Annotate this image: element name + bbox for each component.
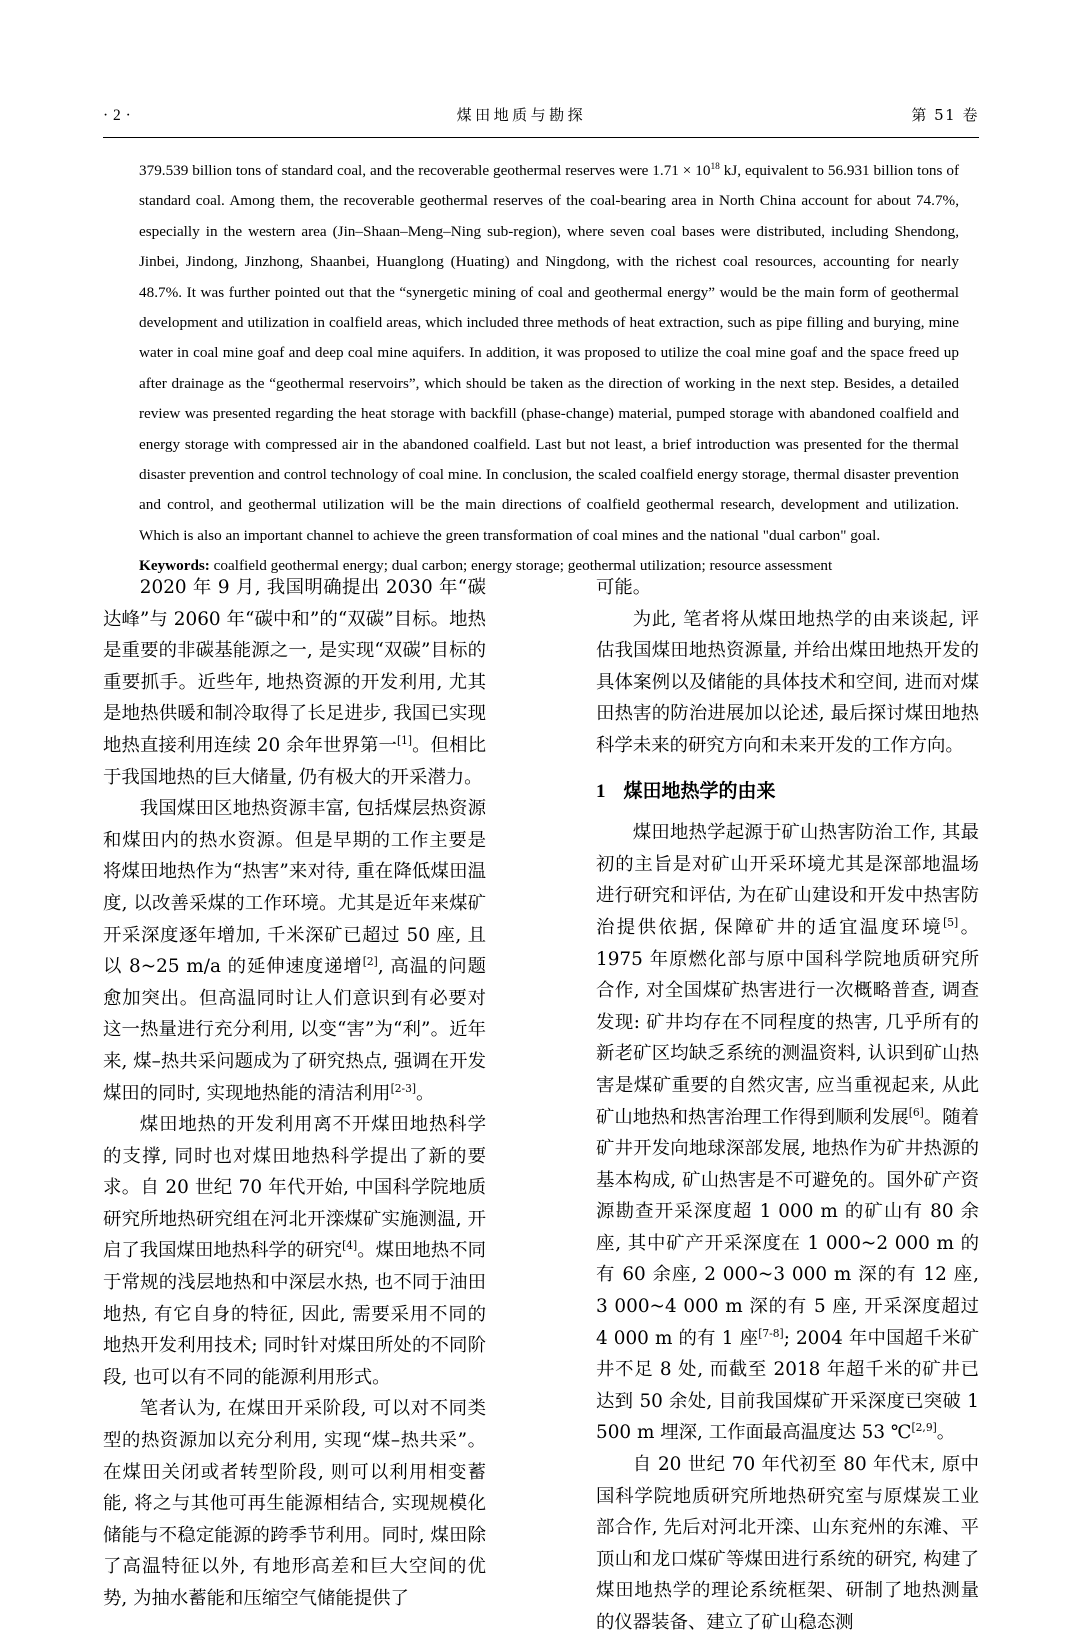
left-paragraph-4: 笔者认为, 在煤田开采阶段, 可以对不同类型的热资源加以充分利用, 实现“煤–热共采”。在煤田关闭或者转型阶段, 则可以利用相变蓄能, 将之与其他可再生能源相结合, 实现规模化储能与不稳定能源的跨季节利用。同时, 煤田除了高温特征以外, 有地形高差和巨大空间的优势, 为抽水蓄能和压缩空气储能提供了 bbox=[103, 1398, 486, 1609]
body-columns bbox=[103, 572, 979, 1633]
section-title: 煤田地热学的由来 bbox=[623, 779, 776, 802]
right-column bbox=[596, 572, 979, 1633]
section-heading-1 bbox=[596, 776, 979, 808]
right-paragraph-continuation: 可能。 bbox=[596, 577, 652, 598]
section-number: 1 bbox=[596, 780, 606, 802]
reference-marker: [2-3] bbox=[390, 1081, 417, 1095]
reference-marker: [1] bbox=[396, 733, 413, 747]
left-column bbox=[103, 572, 486, 1609]
keywords-label: Keywords: bbox=[139, 557, 210, 575]
reference-marker: [2,9] bbox=[911, 1421, 937, 1435]
reference-marker: [6] bbox=[908, 1105, 924, 1119]
left-paragraph-3 bbox=[103, 1109, 486, 1393]
left-p3-text-b: 。煤田地热不同于常规的浅层地热和中深层水热, 也不同于油田地热, 有它自身的特征, 因此, 需要采用不同的地热开发利用技术; 同时针对煤田所处的不同阶段, 也可以有不同的能源利用形式。 bbox=[103, 1240, 486, 1388]
reference-marker: [2] bbox=[362, 955, 378, 968]
abstract-text-part-1: 379.539 billion tons of standard coal, and the recoverable geothermal reserves were 1.71 × 10 bbox=[139, 162, 711, 179]
right-p2-text-d: ; 2004 年中国超千米矿井不足 8 处, 而截至 2018 年超千米的矿井已达到 50 余处, 目前我国煤矿开采深度已突破 1 500 m 埋深, 工作面最高温度达 53 ℃ bbox=[596, 1327, 979, 1444]
english-abstract bbox=[139, 156, 959, 582]
running-header bbox=[103, 104, 979, 125]
left-p2-text-c: 。 bbox=[416, 1082, 435, 1104]
right-paragraph-3: 自 20 世纪 70 年代初至 80 年代末, 原中国科学院地质研究所地热研究室与原煤炭工业部合作, 先后对河北开滦、山东兖州的东滩、平顶山和龙口煤矿等煤田进行系统的研究, 构建了煤田地热学的理论系统框架、研制了地热测量的仪器装备、建立了矿山稳态测 bbox=[596, 1454, 979, 1633]
abstract-exponent: 18 bbox=[710, 161, 720, 172]
reference-marker: [4] bbox=[342, 1239, 358, 1253]
right-p2-text-a: 煤田地热学起源于矿山热害防治工作, 其最初的主旨是对矿山开采环境尤其是深部地温场进行研究和评估, 为在矿山建设和开发中热害防治提供依据, 保障矿井的适宜温度环境 bbox=[596, 822, 979, 938]
right-paragraph-2 bbox=[596, 817, 979, 1449]
abstract-paragraph bbox=[139, 156, 959, 551]
journal-title: 煤田地质与勘探 bbox=[456, 106, 587, 124]
volume-label: 第 51 卷 bbox=[911, 106, 979, 124]
left-p3-text-a: 煤田地热的开发利用离不开煤田地热科学的支撑, 同时也对煤田地热科学提出了新的要求。自 20 世纪 70 年代开始, 中国科学院地质研究所地热研究组在河北开滦煤矿实施测温, 开启了我国煤田地热科学的研究 bbox=[103, 1114, 486, 1262]
left-paragraph-2 bbox=[103, 793, 486, 1109]
reference-marker: [7-8] bbox=[758, 1326, 784, 1340]
header-divider bbox=[103, 137, 979, 138]
right-p2-text-b: 。1975 年原燃化部与原中国科学院地质研究所合作, 对全国煤矿热害进行一次概略普查, 调查发现: 矿井均存在不同程度的热害, 几乎所有的新老矿区均缺乏系统的测温资料, 认识到矿山热害是煤矿重要的自然灾害, 应当重视起来, 从此矿山地热和热害治理工作得到顺利发展 bbox=[596, 916, 979, 1128]
right-p2-text-e: 。 bbox=[936, 1422, 956, 1444]
left-paragraph-1 bbox=[103, 572, 486, 793]
left-p1-text-a: 2020 年 9 月, 我国明确提出 2030 年“碳达峰”与 2060 年“碳中和”的“双碳”目标。地热是重要的非碳基能源之一, 是实现“双碳”目标的重要抓手。近些年, 地热资源的开发利用, 尤其是地热供暖和制冷取得了长足进步, 我国已实现地热直接利用连续 20 余年世界第一 bbox=[103, 577, 486, 756]
keywords-value: coalfield geothermal energy; dual carbon; energy storage; geothermal utilization; resource assessment bbox=[209, 557, 833, 575]
left-p1-text-b: 。但相比于我国地热的巨大储量, 仍有极大的开采潜力。 bbox=[103, 734, 486, 788]
reference-marker: [5] bbox=[943, 915, 959, 929]
page-number: · 2 · bbox=[103, 107, 132, 124]
abstract-text-part-2: kJ, equivalent to 56.931 billion tons of standard coal. Among them, the recoverable geothermal reserves of the coal-bearing area in North China account for about 74.7%, especially in the western area (Jin–Shaan–Meng–Ning sub-region), where seven coal bases were distributed, including Shendong, Jinbei, Jindong, Jinzhong, Shaanbei, Huanglong (Huating) and Ningdong, with the richest coal resources, accounting for nearly 48.7%. It was further pointed out that the “synergetic mining of coal and geothermal energy” would be the main form of geothermal development and utilization in coalfield areas, which included three methods of heat extraction, such as pipe filling and burying, mine water in coal mine goaf and deep coal mine aquifers. In addition, it was proposed to utilize the coal mine goaf and the space freed up after drainage as the “geothermal reservoirs”, which should be taken as the direction of working in the next step. Besides, a detailed review was presented regarding the heat storage with backfill (phase-change) material, pumped storage with abandoned coalfield and energy storage with compressed air in the abandoned coalfield. Last but not least, a brief introduction was presented for the thermal disaster prevention and control technology of coal mine. In conclusion, the scaled coalfield energy storage, thermal disaster prevention and control, and geothermal utilization will be the main directions of coalfield geothermal research, development and utilization. Which is also an important channel to achieve the green transformation of coal mines and the national "dual carbon" goal. bbox=[139, 162, 959, 544]
right-paragraph-1: 为此, 笔者将从煤田地热学的由来谈起, 评估我国煤田地热资源量, 并给出煤田地热开发的具体案例以及储能的具体技术和空间, 进而对煤田热害的防治进展加以论述, 最后探讨煤田地热科学未来的研究方向和未来开发的工作方向。 bbox=[596, 608, 979, 756]
left-p2-text-a: 我国煤田区地热资源丰富, 包括煤层热资源和煤田内的热水资源。但是早期的工作主要是将煤田地热作为“热害”来对待, 重在降低煤田温度, 以改善采煤的工作环境。尤其是近年来煤矿开采深度逐年增加, 千米深矿已超过 50 座, 且以 8~25 m/a 的延伸速度递增 bbox=[103, 798, 486, 978]
left-p2-text-b: , 高温的问题愈加突出。但高温同时让人们意识到有必要对这一热量进行充分利用, 以变“害”为“利”。近年来, 煤–热共采问题成为了研究热点, 强调在开发煤田的同时, 实现地热能的清洁利用 bbox=[103, 956, 486, 1104]
right-p2-text-c: 。随着矿井开发向地球深部发展, 地热作为矿井热源的基本构成, 矿山热害是不可避免的。国外矿产资源勘查开采深度超 1 000 m 的矿山有 80 余座, 其中矿产开采深度在 1 000~2 000 m 的有 60 余座, 2 000~3 000 m 深的有 12 座, 3 000~4 000 m 深的有 5 座, 开采深度超过 4 000 m 的有 1 座 bbox=[596, 1106, 979, 1349]
